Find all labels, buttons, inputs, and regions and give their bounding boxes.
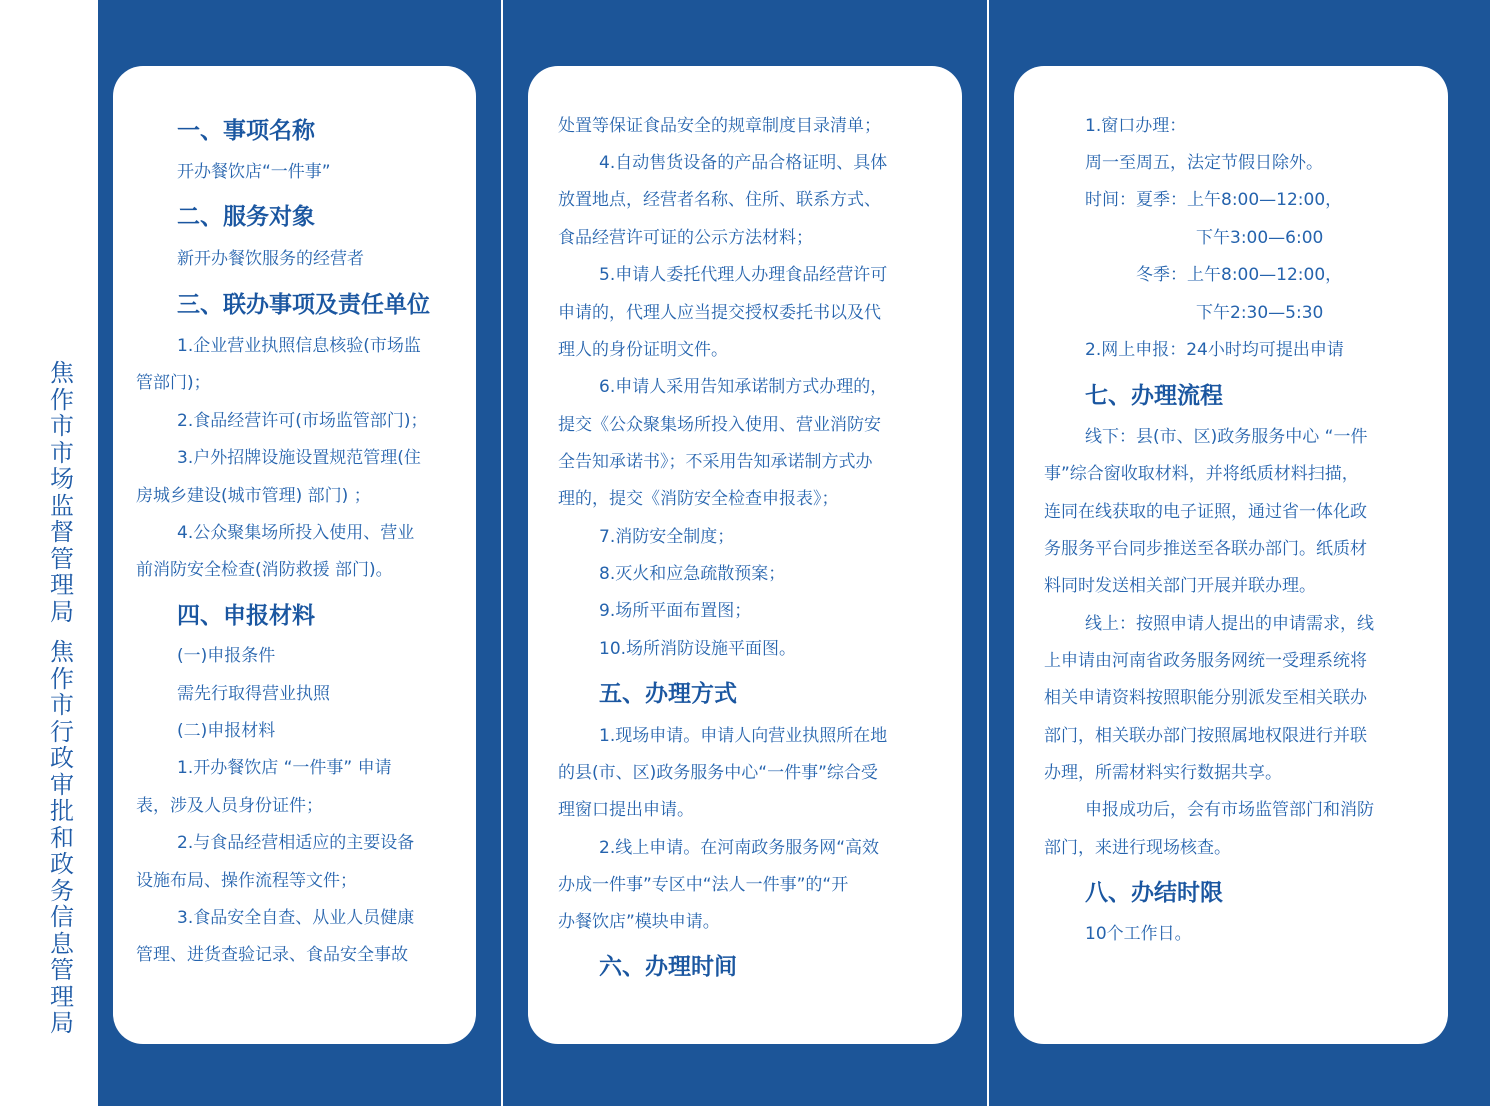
body-line: 10个工作日。: [1085, 924, 1192, 944]
body-line: 表，涉及人员身份证件；: [136, 796, 323, 816]
body-line: 提交《公众聚集场所投入使用、营业消防安: [558, 415, 881, 435]
section-heading-time: 六、办理时间: [599, 954, 737, 980]
body-line: 2.食品经营许可(市场监管部门)；: [177, 411, 428, 431]
side-title-line1: 焦作市市场监督管理局: [50, 359, 74, 626]
panel-card-3: [1014, 66, 1448, 1044]
item-name-text: 开办餐饮店“一件事”: [177, 162, 331, 182]
body-line: 理窗口提出申请。: [558, 800, 694, 820]
body-line: 部门，来进行现场核查。: [1044, 838, 1231, 858]
body-line: 线上：按照申请人提出的申请需求，线: [1085, 614, 1374, 634]
body-line: 相关申请资料按照职能分别派发至相关联办: [1044, 688, 1367, 708]
body-line: 务服务平台同步推送至各联办部门。纸质材: [1044, 539, 1367, 559]
section-heading-joint-items: 三、联办事项及责任单位: [177, 292, 430, 318]
section-heading-method: 五、办理方式: [599, 681, 737, 707]
body-line: 线下：县(市、区)政务服务中心 “一件: [1085, 427, 1368, 447]
body-line: 6.申请人采用告知承诺制方式办理的，: [599, 377, 888, 397]
body-line: 1.开办餐饮店 “一件事” 申请: [177, 758, 392, 778]
side-title-strip: [0, 0, 98, 1106]
body-line: 部门，相关联办部门按照属地权限进行并联: [1044, 726, 1367, 746]
body-line: 3.户外招牌设施设置规范管理(住: [177, 448, 421, 468]
section-heading-deadline: 八、办结时限: [1085, 880, 1223, 906]
body-line: 1.窗口办理：: [1085, 116, 1187, 136]
body-line: 的县(市、区)政务服务中心“一件事”综合受: [558, 763, 878, 783]
body-line: 办餐饮店”模块申请。: [558, 912, 720, 932]
body-line: 8.灭火和应急疏散预案；: [599, 564, 786, 584]
body-line: 理的，提交《消防安全检查申报表》；: [558, 489, 839, 509]
body-line: 事”综合窗收取材料，并将纸质材料扫描，: [1044, 464, 1359, 484]
body-line: 2.网上申报：24小时均可提出申请: [1085, 340, 1344, 360]
section-heading-materials: 四、申报材料: [177, 603, 315, 629]
body-line: 4.公众聚集场所投入使用、营业: [177, 523, 415, 543]
panel-card-2: [528, 66, 962, 1044]
body-line: 料同时发送相关部门开展并联办理。: [1044, 576, 1316, 596]
body-line: 管部门)；: [136, 373, 211, 393]
body-line: 2.与食品经营相适应的主要设备: [177, 833, 415, 853]
body-line: 2.线上申请。在河南政务服务网“高效: [599, 838, 880, 858]
body-line: (二)申报材料: [177, 721, 276, 741]
body-line: 连同在线获取的电子证照，通过省一体化政: [1044, 502, 1367, 522]
body-line: 4.自动售货设备的产品合格证明、具体: [599, 153, 888, 173]
service-target-text: 新开办餐饮服务的经营者: [177, 249, 364, 269]
body-line: 5.申请人委托代理人办理食品经营许可: [599, 265, 888, 285]
body-line: 1.现场申请。申请人向营业执照所在地: [599, 726, 888, 746]
body-line: 前消防安全检查(消防救援 部门)。: [136, 560, 393, 580]
fold-line-1: [501, 0, 503, 1106]
section-heading-process: 七、办理流程: [1085, 383, 1223, 409]
body-line: 下午2:30—5:30: [1196, 303, 1324, 323]
body-line: 需先行取得营业执照: [177, 684, 330, 704]
body-line: 申报成功后，会有市场监管部门和消防: [1085, 800, 1374, 820]
body-line: 全告知承诺书》；不采用告知承诺制方式办: [558, 452, 873, 472]
body-line: 房城乡建设(城市管理) 部门) ；: [136, 486, 371, 506]
side-title-line2: 焦作市行政审批和政务信息管理局: [50, 638, 74, 1037]
body-line: 时间：夏季：上午8:00—12:00，: [1085, 190, 1343, 210]
body-line: 放置地点，经营者名称、住所、联系方式、: [558, 190, 881, 210]
body-line: 上申请由河南省政务服务网统一受理系统将: [1044, 651, 1367, 671]
body-line: 办理，所需材料实行数据共享。: [1044, 763, 1282, 783]
panel-card-1: [113, 66, 476, 1044]
body-line: 食品经营许可证的公示方法材料；: [558, 228, 813, 248]
side-title: [48, 360, 76, 1037]
body-line: 周一至周五，法定节假日除外。: [1085, 153, 1323, 173]
body-line: 处置等保证食品安全的规章制度目录清单；: [558, 116, 881, 136]
body-line: 理人的身份证明文件。: [558, 340, 728, 360]
body-line: 冬季：上午8:00—12:00，: [1136, 265, 1343, 285]
body-line: 管理、进货查验记录、食品安全事故: [136, 945, 408, 965]
body-line: (一)申报条件: [177, 646, 276, 666]
section-heading-service-target: 二、服务对象: [177, 204, 315, 230]
body-line: 下午3:00—6:00: [1196, 228, 1324, 248]
fold-line-2: [987, 0, 989, 1106]
body-line: 3.食品安全自查、从业人员健康: [177, 908, 415, 928]
body-line: 9.场所平面布置图；: [599, 601, 752, 621]
body-line: 申请的，代理人应当提交授权委托书以及代: [558, 303, 881, 323]
body-line: 10.场所消防设施平面图。: [599, 639, 797, 659]
section-heading-item-name: 一、事项名称: [177, 118, 315, 144]
body-line: 办成一件事”专区中“法人一件事”的“开: [558, 875, 849, 895]
body-line: 设施布局、操作流程等文件；: [136, 871, 357, 891]
body-line: 1.企业营业执照信息核验(市场监: [177, 336, 421, 356]
body-line: 7.消防安全制度；: [599, 527, 735, 547]
